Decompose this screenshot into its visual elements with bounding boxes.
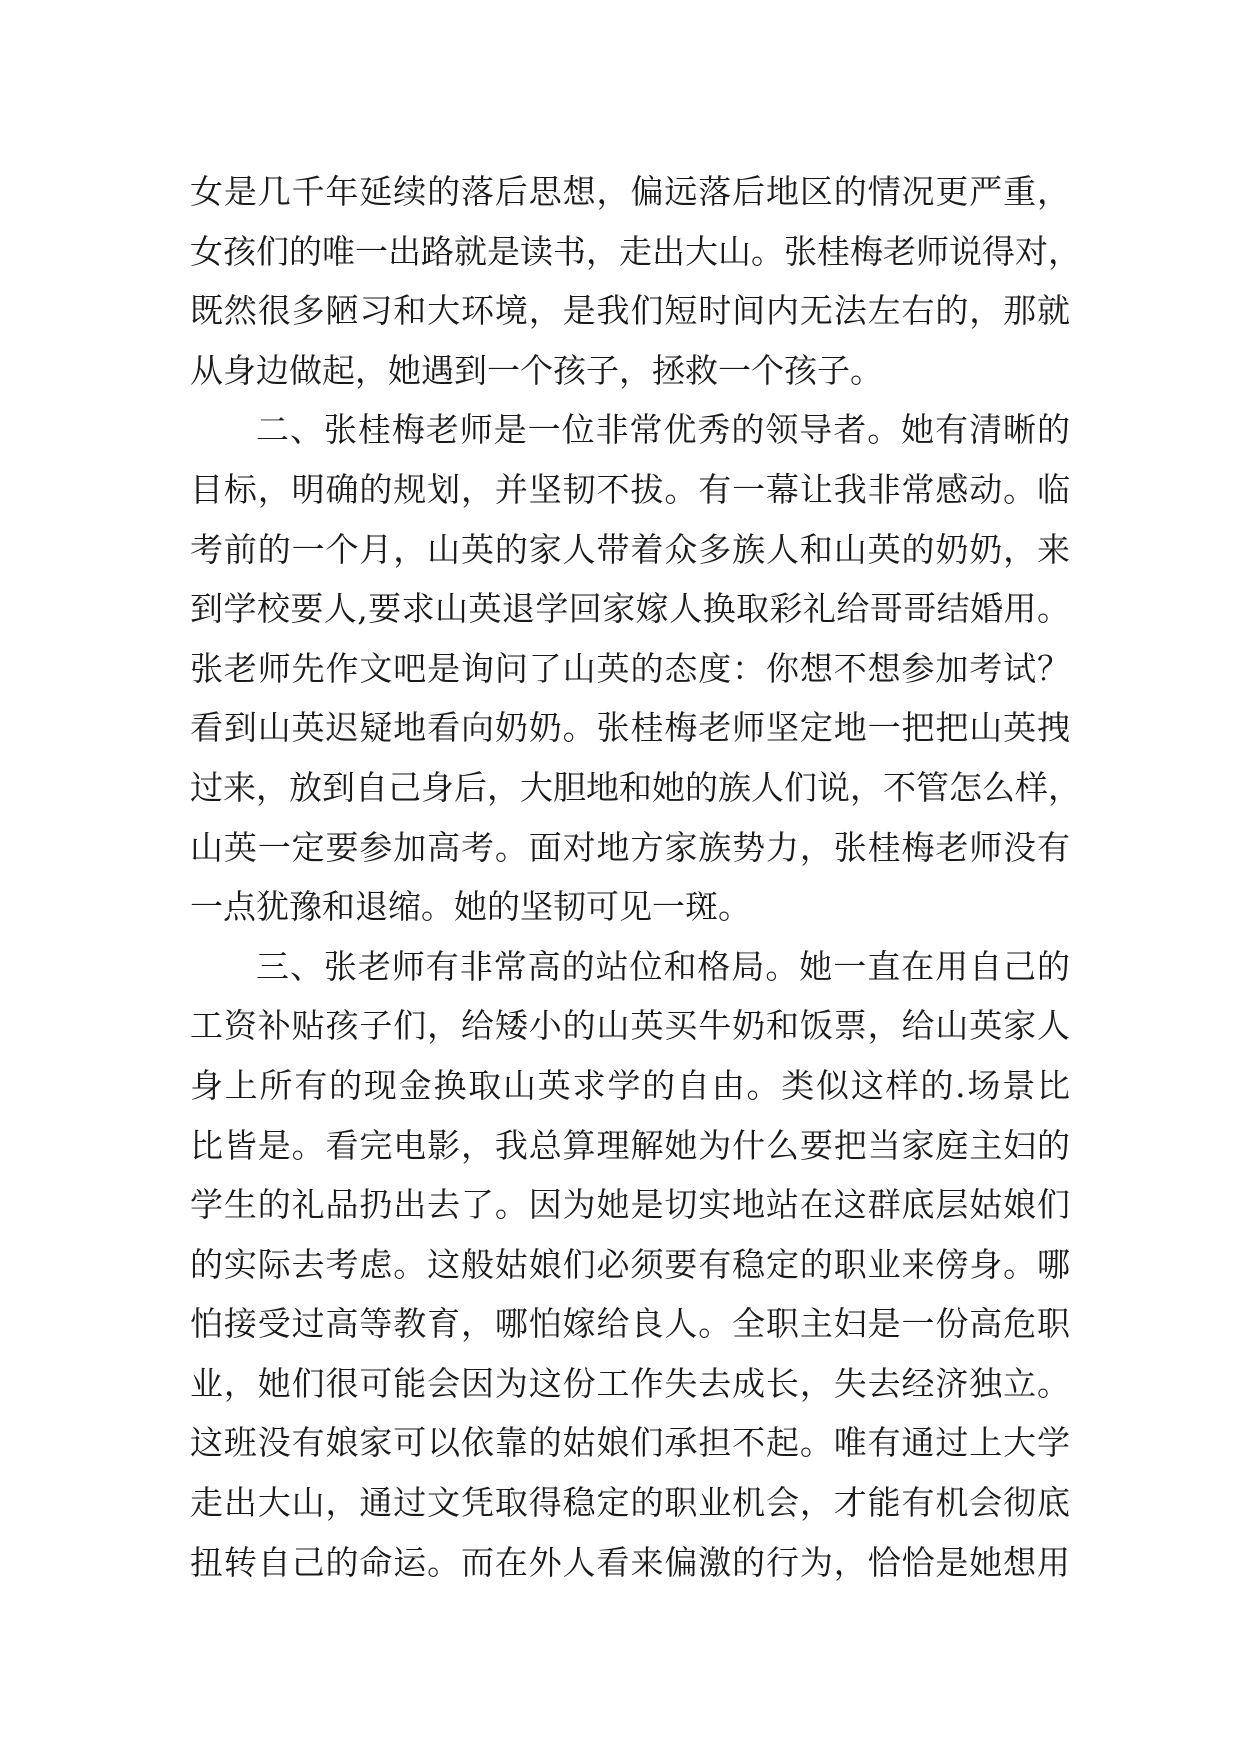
text-line: 二、张桂梅老师是一位非常优秀的领导者。她有清晰的 — [256, 410, 1070, 450]
text-line: 女孩们的唯一出路就是读书，走出大山。张桂梅老师说得对， — [190, 231, 1081, 271]
text-line: 怕接受过高等教育，哪怕嫁给良人。全职主妇是一份高危职 — [190, 1304, 1070, 1344]
text-line: 走出大山，通过文凭取得稳定的职业机会，才能有机会彻底 — [190, 1483, 1070, 1523]
text-line: 张老师先作文吧是询问了山英的态度：你想不想参加考试？ — [190, 648, 1070, 688]
text-line: 这班没有娘家可以依靠的姑娘们承担不起。唯有通过上大学 — [190, 1423, 1070, 1463]
text-line: 山英一定要参加高考。面对地方家族势力，张桂梅老师没有 — [190, 827, 1070, 867]
text-line: 扭转自己的命运。而在外人看来偏激的行为，恰恰是她想用 — [190, 1542, 1070, 1582]
text-line: 三、张老师有非常高的站位和格局。她一直在用自己的 — [256, 946, 1070, 986]
text-line: 女是几千年延续的落后思想，偏远落后地区的情况更严重， — [190, 172, 1070, 211]
text-line: 业，她们很可能会因为这份工作失去成长，失去经济独立。 — [190, 1363, 1070, 1403]
text-line: 身上所有的现金换取山英求学的自由。类似这样的.场景比 — [190, 1065, 1070, 1105]
text-line: 过来，放到自己身后，大胆地和她的族人们说，不管怎么样， — [190, 767, 1081, 807]
text-line: 工资补贴孩子们，给矮小的山英买牛奶和饭票，给山英家人 — [190, 1006, 1070, 1046]
text-line: 从身边做起，她遇到一个孩子，拯救一个孩子。 — [190, 350, 883, 390]
text-line: 学生的礼品扔出去了。因为她是切实地站在这群底层姑娘们 — [190, 1185, 1070, 1225]
body-text — [190, 162, 1081, 1592]
text-line: 比皆是。看完电影，我总算理解她为什么要把当家庭主妇的 — [190, 1125, 1070, 1165]
text-line: 看到山英迟疑地看向奶奶。张桂梅老师坚定地一把把山英拽 — [190, 708, 1070, 748]
text-line: 一点犹豫和退缩。她的坚韧可见一斑。 — [190, 887, 751, 927]
text-line: 目标，明确的规划，并坚韧不拔。有一幕让我非常感动。临 — [190, 469, 1070, 509]
text-line: 的实际去考虑。这般姑娘们必须要有稳定的职业来傍身。哪 — [190, 1244, 1070, 1284]
text-line: 既然很多陋习和大环境，是我们短时间内无法左右的，那就 — [190, 291, 1070, 331]
text-line: 考前的一个月，山英的家人带着众多族人和山英的奶奶，来 — [190, 529, 1070, 569]
text-line: 到学校要人,要求山英退学回家嫁人换取彩礼给哥哥结婚用。 — [190, 589, 1070, 629]
